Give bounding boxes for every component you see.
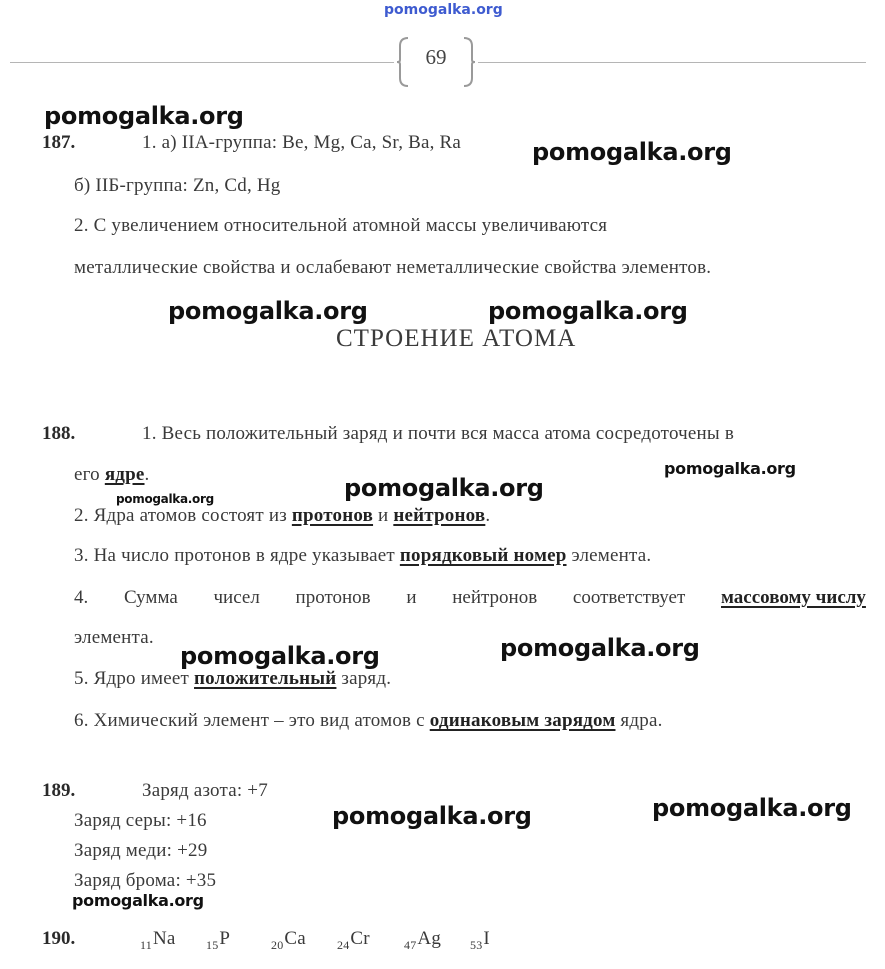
text: заряд. xyxy=(336,668,392,689)
task-number-189: 189. xyxy=(42,780,76,801)
atomic-number: 53 xyxy=(470,938,483,952)
watermark: pomogalka.org xyxy=(488,297,688,325)
text: 2. Ядра атомов состоят из xyxy=(74,505,292,526)
watermark: pomogalka.org xyxy=(72,891,204,910)
text: 5. Ядро имеет xyxy=(74,668,195,689)
watermark: pomogalka.org xyxy=(180,642,380,670)
text: . xyxy=(485,505,491,526)
watermark: pomogalka.org xyxy=(44,102,244,130)
section-heading: СТРОЕНИЕ АТОМА xyxy=(336,325,577,352)
word: Сумма xyxy=(123,587,178,608)
text: и xyxy=(373,505,394,526)
header-rule-left xyxy=(10,62,394,63)
answer-atomic-number: порядковый номер xyxy=(399,545,567,566)
watermark: pomogalka.org xyxy=(532,138,732,166)
page-number: 69 xyxy=(425,45,447,69)
text: . xyxy=(144,464,150,485)
watermark: pomogalka.org xyxy=(344,474,544,502)
answer-positive: положительный xyxy=(194,668,337,689)
text: его xyxy=(74,464,105,485)
task-number-187: 187. xyxy=(42,132,76,153)
element-symbol: Ca xyxy=(284,928,306,949)
word: 4. xyxy=(74,587,89,608)
watermark: pomogalka.org xyxy=(332,802,532,830)
element-symbol: Na xyxy=(152,928,176,949)
word: протонов xyxy=(295,587,371,608)
task-number-190: 190. xyxy=(42,928,76,949)
element-cr xyxy=(337,928,370,950)
element-symbol: I xyxy=(483,928,490,949)
watermark: pomogalka.org xyxy=(168,297,368,325)
task-188-line-4 xyxy=(74,545,651,567)
atomic-number: 24 xyxy=(337,938,350,952)
task-188-line-6: элемента. xyxy=(74,627,154,648)
task-187-line-2: б) IIБ-группа: Zn, Cd, Hg xyxy=(74,175,281,196)
element-ag xyxy=(404,928,441,950)
element-p xyxy=(206,928,230,950)
answer-nucleus: ядре xyxy=(104,464,145,485)
element-na xyxy=(140,928,176,950)
atomic-number: 20 xyxy=(271,938,284,952)
text: элемента. xyxy=(566,545,652,566)
atomic-number: 47 xyxy=(404,938,417,952)
task-188-line-7 xyxy=(74,668,391,690)
task-188-line-8 xyxy=(74,710,663,732)
word: и xyxy=(406,587,417,608)
word: чисел xyxy=(213,587,260,608)
atomic-number: 15 xyxy=(206,938,219,952)
answer-same-charge: одинаковым зарядом xyxy=(429,710,616,731)
task-188-line-5 xyxy=(74,587,866,609)
word: соответствует xyxy=(572,587,686,608)
element-symbol: P xyxy=(219,928,231,949)
element-ca xyxy=(271,928,306,950)
watermark-top: pomogalka.org xyxy=(384,2,503,18)
task-189-line-1: Заряд азота: +7 xyxy=(142,780,268,801)
element-symbol: Cr xyxy=(350,928,370,949)
word: нейтронов xyxy=(452,587,538,608)
answer-protons: протонов xyxy=(291,505,374,526)
task-189-line-4: Заряд брома: +35 xyxy=(74,870,217,891)
watermark: pomogalka.org xyxy=(116,492,214,506)
task-188-line-3 xyxy=(74,505,490,527)
task-189-line-2: Заряд серы: +16 xyxy=(74,810,207,831)
answer-neutrons: нейтронов xyxy=(393,505,486,526)
text: 6. Химический элемент – это вид атомов с xyxy=(74,710,430,731)
element-symbol: Ag xyxy=(417,928,442,949)
task-188-line-2 xyxy=(74,464,149,486)
task-189-line-3: Заряд меди: +29 xyxy=(74,840,208,861)
watermark: pomogalka.org xyxy=(652,794,852,822)
header-rule-right xyxy=(478,62,866,63)
watermark: pomogalka.org xyxy=(500,634,700,662)
task-number-188: 188. xyxy=(42,423,76,444)
text: 3. На число протонов в ядре указывает xyxy=(74,545,400,566)
task-187-line-4: металлические свойства и ослабевают неметаллические свойства элементов. xyxy=(74,257,712,278)
task-188-line-1: 1. Весь положительный заряд и почти вся масса атома сосредоточены в xyxy=(142,423,734,444)
task-187-line-3: 2. С увеличением относительной атомной массы увеличиваются xyxy=(74,215,608,236)
answer-mass-number: массовому числу xyxy=(721,587,866,608)
element-i xyxy=(470,928,490,950)
task-187-line-1: 1. а) IIA-группа: Be, Mg, Ca, Sr, Ba, Ra xyxy=(142,132,462,153)
watermark: pomogalka.org xyxy=(664,459,796,478)
atomic-number: 11 xyxy=(140,938,152,952)
text: ядра. xyxy=(615,710,663,731)
